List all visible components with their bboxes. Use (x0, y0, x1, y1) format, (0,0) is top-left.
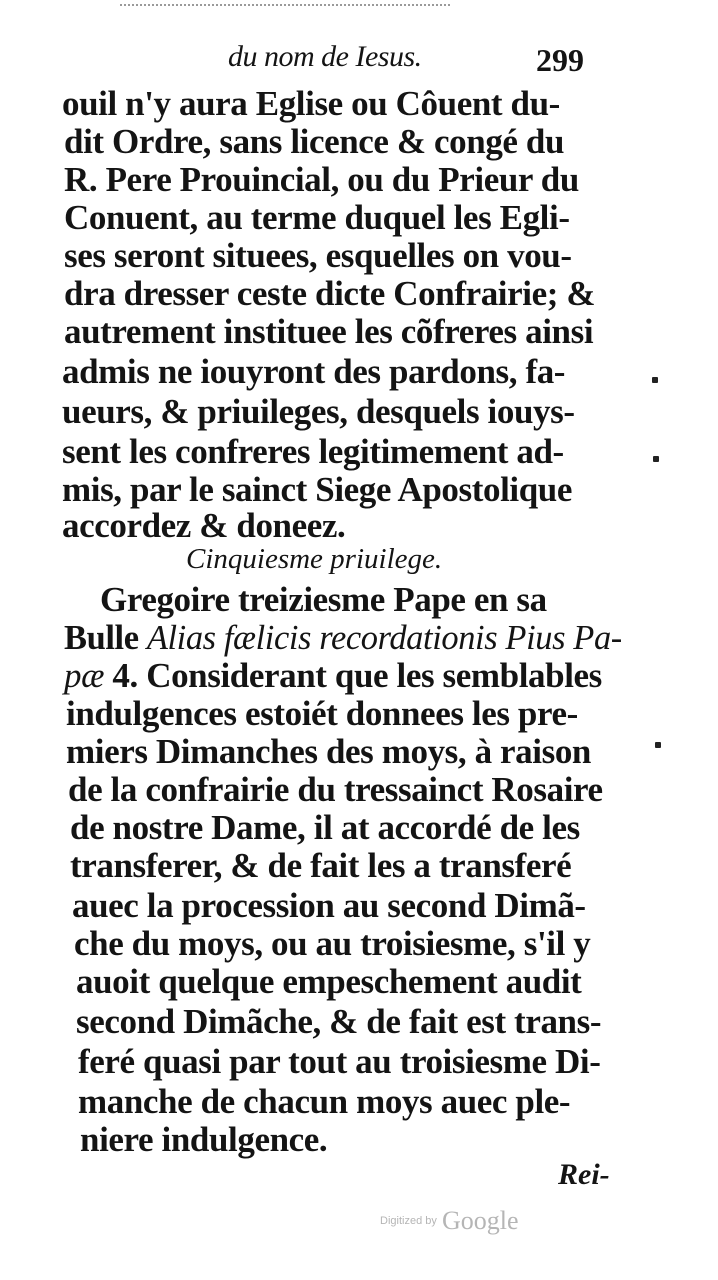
text-line: second Dimãche, & de fait est trans- (76, 1002, 602, 1041)
catchword: Rei- (558, 1158, 610, 1191)
text-line: de nostre Dame, il at accordé de les (70, 808, 580, 847)
text-line: autrement instituee les cõfreres ainsi (64, 312, 594, 351)
text-line: sent les confreres legitimement ad- (62, 432, 564, 471)
text-line: mis, par le sainct Siege Apostolique (62, 470, 572, 509)
margin-mark (655, 742, 661, 748)
text-line: admis ne iouyront des pardons, fa- (62, 352, 566, 391)
text-line: transferer, & de fait les a transferé (70, 846, 572, 885)
text-line: auec la procession au second Dimã- (72, 886, 586, 925)
text-line: de la confrairie du tressainct Rosaire (68, 770, 603, 809)
text-line: feré quasi par tout au troisiesme Di- (78, 1042, 601, 1081)
text-line: Gregoire treiziesme Pape en sa (100, 580, 547, 619)
text-line: ueurs, & priuileges, desquels iouys- (62, 392, 575, 431)
text-line (64, 656, 602, 696)
latin-quotation: Alias fælicis recordationis Pius Pa- (146, 618, 622, 657)
text-line: ses seront situees, esquelles on vou- (64, 236, 572, 275)
text-line: che du moys, ou au troisiesme, s'il y (74, 924, 591, 963)
text-segment: Bulle (64, 618, 147, 657)
digitization-watermark (380, 1206, 519, 1236)
text-line: niere indulgence. (80, 1120, 328, 1159)
text-segment: 4. Considerant que les semblables (104, 656, 602, 695)
text-line: ouil n'y aura Eglise ou Côuent du- (62, 84, 560, 123)
top-edge-rule (120, 4, 450, 9)
text-line: miers Dimanches des moys, à raison (66, 732, 591, 771)
margin-mark (653, 456, 659, 462)
latin-quotation: pæ (64, 656, 105, 695)
section-caption: Cinquiesme priuilege. (186, 543, 443, 575)
text-line (64, 618, 622, 658)
text-line: indulgences estoiét donnees les pre- (66, 694, 578, 733)
text-line: Conuent, au terme duquel les Egli- (64, 198, 570, 237)
text-line: auoit quelque empeschement audit (76, 962, 582, 1001)
text-line: accordez & doneez. (62, 506, 346, 545)
text-line: dra dresser ceste dicte Confrairie; & (64, 274, 596, 313)
text-line: manche de chacun moys auec ple- (78, 1082, 571, 1121)
margin-mark (652, 377, 658, 383)
running-title: du nom de Iesus. (228, 40, 422, 73)
google-wordmark: Google (441, 1206, 519, 1235)
digitized-by-label: Digitized by (380, 1215, 437, 1227)
text-line: dit Ordre, sans licence & congé du (64, 122, 565, 161)
text-line: R. Pere Prouincial, ou du Prieur du (64, 160, 579, 199)
page-number: 299 (536, 42, 584, 78)
